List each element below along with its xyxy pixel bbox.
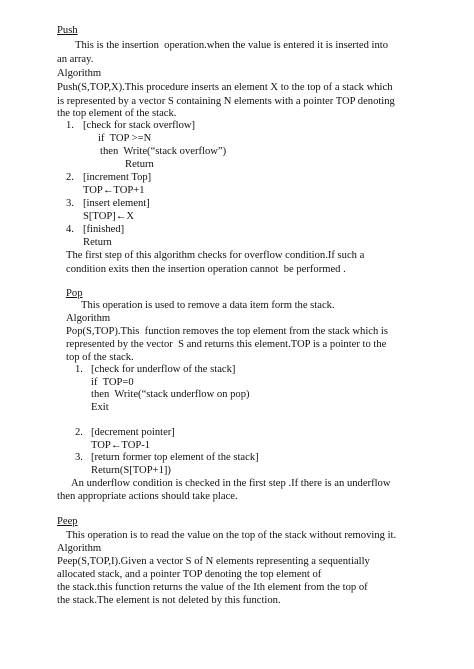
pop-definition-line-3: top of the stack. — [66, 352, 134, 363]
pop-heading: Pop — [66, 288, 83, 299]
push-intro-line-2: an array. — [57, 54, 94, 65]
pop-definition-line-2: represented by the vector S and returns this element.TOP is a pointer to the — [66, 339, 387, 350]
pop-step-2-line-1: TOP←TOP-1 — [91, 440, 151, 451]
peep-heading: Peep — [57, 516, 78, 527]
pop-step-2-number: 2. — [75, 427, 83, 438]
peep-definition-line-4: the stack.The element is not deleted by this function. — [57, 595, 281, 606]
push-step-2-title: [increment Top] — [83, 172, 152, 183]
push-step-1-number: 1. — [66, 120, 74, 131]
push-intro-line-1: This is the insertion operation.when the value is entered it is inserted into — [75, 40, 389, 51]
push-definition-line-3: the top element of the stack. — [57, 108, 177, 119]
pop-note-line-1: An underflow condition is checked in the first step .If there is an underflow — [71, 478, 391, 489]
push-heading: Push — [57, 25, 78, 36]
push-step-1-line-3: Return — [125, 159, 154, 170]
push-step-3-title: [insert element] — [83, 198, 150, 209]
pop-algorithm-label: Algorithm — [66, 313, 111, 324]
pop-step-2-title: [decrement pointer] — [91, 427, 175, 438]
push-algorithm-label: Algorithm — [57, 68, 102, 79]
push-step-3-number: 3. — [66, 198, 74, 209]
push-definition-line-1: Push(S,TOP,X).This procedure inserts an element X to the top of a stack which — [57, 82, 393, 93]
pop-step-1-line-3: Exit — [91, 402, 109, 413]
pop-note-line-2: then appropriate actions should take place. — [57, 491, 238, 502]
pop-step-1-title: [check for underflow of the stack] — [91, 364, 236, 375]
peep-algorithm-label: Algorithm — [57, 543, 102, 554]
peep-intro: This operation is to read the value on the top of the stack without removing it. — [66, 530, 397, 541]
push-note-line-1: The first step of this algorithm checks for overflow condition.If such a — [66, 250, 365, 261]
pop-step-1-number: 1. — [75, 364, 83, 375]
peep-definition-line-2: allocated stack, and a pointer TOP denoting the top element of — [57, 569, 322, 580]
pop-step-1-line-1: if TOP=0 — [91, 377, 134, 388]
pop-step-3-title: [return former top element of the stack] — [91, 452, 259, 463]
push-step-2-line-1: TOP←TOP+1 — [83, 185, 145, 196]
push-step-4-title: [finished] — [83, 224, 125, 235]
pop-definition-line-1: Pop(S,TOP).This function removes the top element from the stack which is — [66, 326, 388, 337]
push-step-1-line-1: if TOP >=N — [98, 133, 152, 144]
push-step-2-number: 2. — [66, 172, 74, 183]
push-definition-line-2: is represented by a vector S containing N elements with a pointer TOP denoting — [57, 96, 395, 107]
peep-definition-line-1: Peep(S,TOP,I).Given a vector S of N elements representing a sequentially — [57, 556, 370, 567]
peep-definition-line-3: the stack.this function returns the value of the Ith element from the top of — [57, 582, 368, 593]
pop-step-3-line-1: Return(S[TOP+1]) — [91, 465, 171, 476]
pop-step-1-line-2: then Write(“stack underflow on pop) — [91, 389, 250, 400]
pop-intro: This operation is used to remove a data item form the stack. — [81, 300, 335, 311]
push-note-line-2: condition exits then the insertion operation cannot be performed . — [66, 264, 346, 275]
push-step-4-number: 4. — [66, 224, 74, 235]
pop-step-3-number: 3. — [75, 452, 83, 463]
push-step-3-line-1: S[TOP]←X — [83, 211, 135, 222]
push-step-4-line-1: Return — [83, 237, 112, 248]
push-step-1-title: [check for stack overflow] — [83, 120, 196, 131]
push-step-1-line-2: then Write(“stack overflow”) — [100, 146, 227, 157]
